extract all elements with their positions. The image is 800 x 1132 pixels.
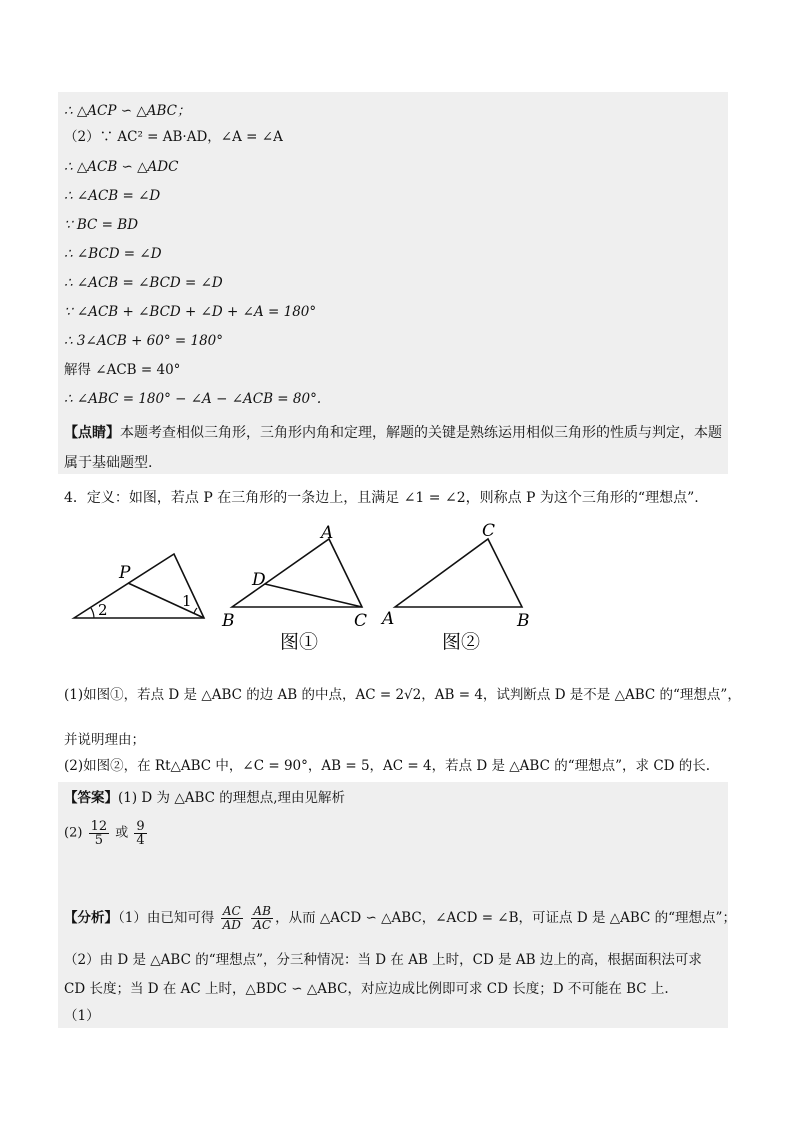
figure-2-triangle xyxy=(395,539,522,607)
analysis-line-4: （1） xyxy=(64,1008,100,1024)
analysis-line1-a: （1）由已知可得 xyxy=(118,910,215,926)
analysis-line-1 xyxy=(64,903,736,933)
comment-tag: 【点睛】 xyxy=(64,425,120,441)
fraction-2-denominator: 4 xyxy=(136,833,145,848)
part2-line: (2)如图②，在 Rt△ABC 中，∠C = 90°，AB = 5，AC = 4，若点 D 是 △ABC 的“理想点”，求 CD 的长. xyxy=(64,758,711,774)
analysis-line1-b: ，从而 △ACD ∽ △ABC，∠ACD = ∠B，可证点 D 是 △ABC 的“理想点”； xyxy=(275,910,736,926)
answer-part2-prefix: (2) xyxy=(64,825,83,841)
solution-line: （2）∵ AC² = AB·AD，∠A = ∠A xyxy=(64,129,283,145)
angle-1-label: 1 xyxy=(182,592,192,610)
answer-fraction-2 xyxy=(134,820,146,847)
answer-line xyxy=(64,788,345,808)
fig2-label-c: C xyxy=(482,521,496,541)
angle-2-label: 2 xyxy=(98,601,108,619)
angle-2-arc xyxy=(91,608,94,618)
angle-1-arc xyxy=(194,608,197,614)
analysis-tag: 【分析】 xyxy=(64,910,118,926)
solution-line: ∴ △ACB ∽ △ADC xyxy=(64,159,179,175)
fig2-label-b: B xyxy=(517,611,530,631)
figure-2 xyxy=(380,521,530,653)
segment-dc xyxy=(265,584,362,607)
fig1-caption: 图① xyxy=(280,631,319,653)
answer-tag: 【答案】 xyxy=(64,790,118,806)
analysis-fraction-2-num: AB xyxy=(251,905,273,919)
definition-text: 定义：如图，若点 P 在三角形的一条边上，且满足 ∠1 = ∠2，则称点 P 为这个三角形的“理想点”. xyxy=(86,490,699,506)
analysis-fraction-1-den: AD xyxy=(222,918,241,932)
fig2-label-a: A xyxy=(382,609,395,629)
solution-line: ∴ △ACP ∽ △ABC； xyxy=(64,103,191,119)
segment-pc xyxy=(128,583,204,618)
figure-panel xyxy=(64,518,624,658)
comment-text: 本题考查相似三角形，三角形内角和定理，解题的关键是熟练运用相似三角形的性质与判定，本题属于基础题型. xyxy=(64,425,722,471)
analysis-fraction-2 xyxy=(251,905,273,932)
solution-line: ∴ ∠ABC = 180° − ∠A − ∠ACB = 80°. xyxy=(64,391,322,407)
solution-line: ∴ 3∠ACB + 60° = 180° xyxy=(64,333,224,349)
definition-figure xyxy=(74,554,204,619)
solution-line: ∵ ∠ACB + ∠BCD + ∠D + ∠A = 180° xyxy=(64,304,317,320)
comment-paragraph xyxy=(64,418,734,478)
answer-fraction-1 xyxy=(89,820,110,847)
solution-line: ∴ ∠BCD = ∠D xyxy=(64,246,162,262)
fig1-label-d: D xyxy=(252,570,266,590)
analysis-fraction-2-den: AC xyxy=(253,918,272,932)
point-p-label: P xyxy=(119,563,131,583)
fraction-1-numerator: 12 xyxy=(90,819,108,834)
part1-line-b: 并说明理由； xyxy=(64,732,145,748)
answer-part2-line xyxy=(64,820,149,847)
problem-definition xyxy=(64,488,699,508)
figure-1 xyxy=(221,523,367,653)
analysis-fraction-1-num: AC xyxy=(221,905,243,919)
analysis-line-3: CD 长度；当 D 在 AC 上时，△BDC ∽ △ABC，对应边成比例即可求 CD 长度；D 不可能在 BC 上. xyxy=(64,981,669,997)
fig1-label-b: B xyxy=(222,611,235,631)
part1-line-a: (1)如图①，若点 D 是 △ABC 的边 AB 的中点，AC = 2√2，AB = 4，试判断点 D 是不是 △ABC 的“理想点”， xyxy=(64,687,741,703)
solution-line: ∴ ∠ACB = ∠BCD = ∠D xyxy=(64,275,223,291)
answer-or: 或 xyxy=(115,825,129,841)
fraction-2-numerator: 9 xyxy=(136,819,145,834)
fraction-1-denominator: 5 xyxy=(94,833,103,848)
solution-line: 解得 ∠ACB = 40° xyxy=(64,362,181,378)
fig1-label-a: A xyxy=(321,523,334,543)
answer-part1: (1) D 为 △ABC 的理想点,理由见解析 xyxy=(118,790,346,806)
analysis-line-2: （2）由 D 是 △ABC 的“理想点”，分三种情况：当 D 在 AB 上时，CD 是 AB 边上的高，根据面积法可求 xyxy=(64,952,702,968)
problem-number: 4． xyxy=(64,490,87,506)
solution-line: ∴ ∠ACB = ∠D xyxy=(64,188,161,204)
analysis-fraction-1 xyxy=(221,905,243,932)
fig2-caption: 图② xyxy=(442,631,481,653)
fig1-label-c: C xyxy=(354,611,368,631)
solution-line: ∵ BC = BD xyxy=(64,217,139,233)
